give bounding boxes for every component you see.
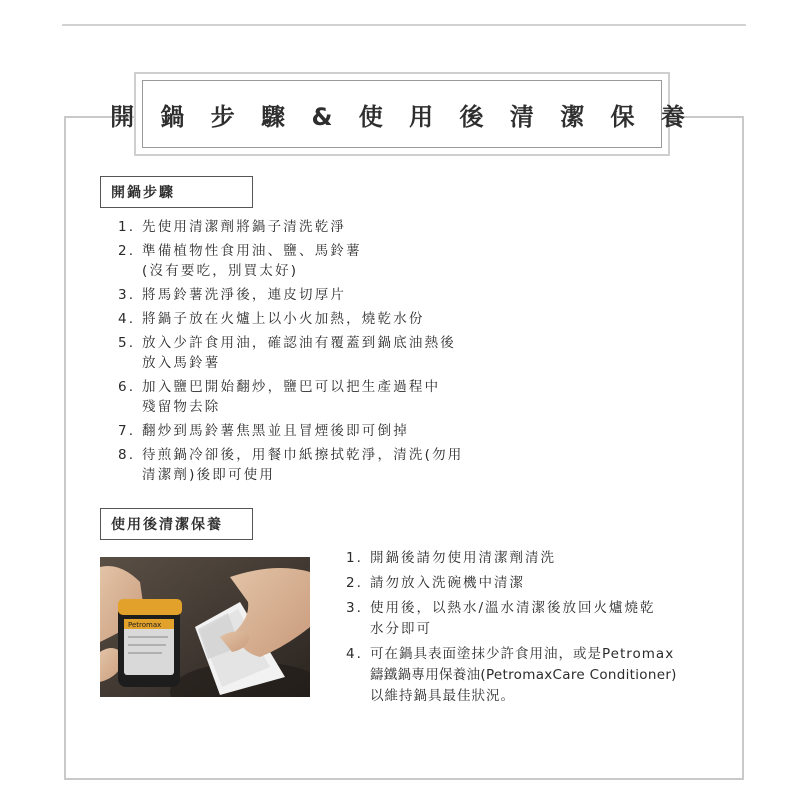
step-number: 1. xyxy=(118,219,136,235)
list-item xyxy=(346,573,726,594)
frame-bottom-border xyxy=(64,778,744,780)
list-item xyxy=(118,285,538,305)
step-text xyxy=(370,573,726,594)
list-item xyxy=(118,309,538,329)
step-line: 待煎鍋冷卻後，用餐巾紙擦拭乾淨，清洗(勿用 xyxy=(142,447,464,463)
list-item xyxy=(346,598,726,640)
step-number: 3. xyxy=(346,600,363,616)
step-line: 可在鍋具表面塗抹少許食用油，或是Petromax xyxy=(370,646,675,662)
step-text xyxy=(142,217,538,237)
list-item xyxy=(346,548,726,569)
list-item xyxy=(118,241,538,281)
step-line: 翻炒到馬鈴薯焦黑並且冒煙後即可倒掉 xyxy=(142,423,409,439)
step-text xyxy=(370,644,726,707)
section-label-care: 使用後清潔保養 xyxy=(100,508,253,540)
page-title: 開 鍋 步 驟 & 使 用 後 清 潔 保 養 xyxy=(110,102,694,131)
step-line: 先使用清潔劑將鍋子清洗乾淨 xyxy=(142,219,347,235)
step-line: 使用後，以熱水/溫水清潔後放回火爐燒乾 xyxy=(370,600,656,616)
list-item xyxy=(346,644,726,707)
seasoning-steps-list xyxy=(118,217,538,489)
step-line: 清潔劑)後即可使用 xyxy=(142,467,276,483)
step-text xyxy=(142,309,538,329)
care-product-photo xyxy=(100,557,310,697)
step-number: 6. xyxy=(118,379,136,395)
step-number: 2. xyxy=(346,575,363,591)
step-number: 3. xyxy=(118,287,136,303)
step-text xyxy=(142,377,538,417)
step-line: 殘留物去除 xyxy=(142,399,221,415)
step-text xyxy=(370,548,726,569)
step-line: 放入少許食用油，確認油有覆蓋到鍋底油熱後 xyxy=(142,335,456,351)
step-number: 7. xyxy=(118,423,136,439)
step-text xyxy=(370,598,726,640)
step-text xyxy=(142,445,538,485)
list-item xyxy=(118,377,538,417)
step-number: 2. xyxy=(118,243,136,259)
step-line: 開鍋後請勿使用清潔劑清洗 xyxy=(370,550,556,566)
step-line: 準備植物性食用油、鹽、馬鈴薯 xyxy=(142,243,362,259)
care-steps-list xyxy=(346,548,726,711)
step-line: 將馬鈴薯洗淨後，連皮切厚片 xyxy=(142,287,347,303)
step-line: 將鍋子放在火爐上以小火加熱，燒乾水份 xyxy=(142,311,425,327)
step-number: 4. xyxy=(346,646,363,662)
step-line: 加入鹽巴開始翻炒，鹽巴可以把生產過程中 xyxy=(142,379,441,395)
list-item xyxy=(118,217,538,237)
step-text xyxy=(142,333,538,373)
step-line: 放入馬鈴薯 xyxy=(142,355,221,371)
step-line: (沒有要吃，別買太好) xyxy=(142,263,299,279)
title-inner-frame xyxy=(110,80,694,148)
frame-left-border xyxy=(64,116,66,780)
step-line: 水分即可 xyxy=(370,621,432,637)
step-text xyxy=(142,285,538,305)
step-line: 鑄鐵鍋專用保養油(PetromaxCare Conditioner) xyxy=(370,667,677,683)
step-line: 以維持鍋具最佳狀況。 xyxy=(370,688,515,704)
step-number: 4. xyxy=(118,311,136,327)
step-line: 請勿放入洗碗機中清潔 xyxy=(370,575,525,591)
step-number: 5. xyxy=(118,335,136,351)
section-label-seasoning: 開鍋步驟 xyxy=(100,176,253,208)
list-item xyxy=(118,445,538,485)
step-number: 1. xyxy=(346,550,363,566)
step-text xyxy=(142,241,538,281)
care-photo-illustration xyxy=(100,557,310,697)
list-item xyxy=(118,421,538,441)
top-divider xyxy=(62,24,746,26)
step-number: 8. xyxy=(118,447,136,463)
jar-label: Petromax xyxy=(128,621,162,629)
title-box xyxy=(110,72,694,156)
step-text xyxy=(142,421,538,441)
list-item xyxy=(118,333,538,373)
frame-right-border xyxy=(742,116,744,780)
